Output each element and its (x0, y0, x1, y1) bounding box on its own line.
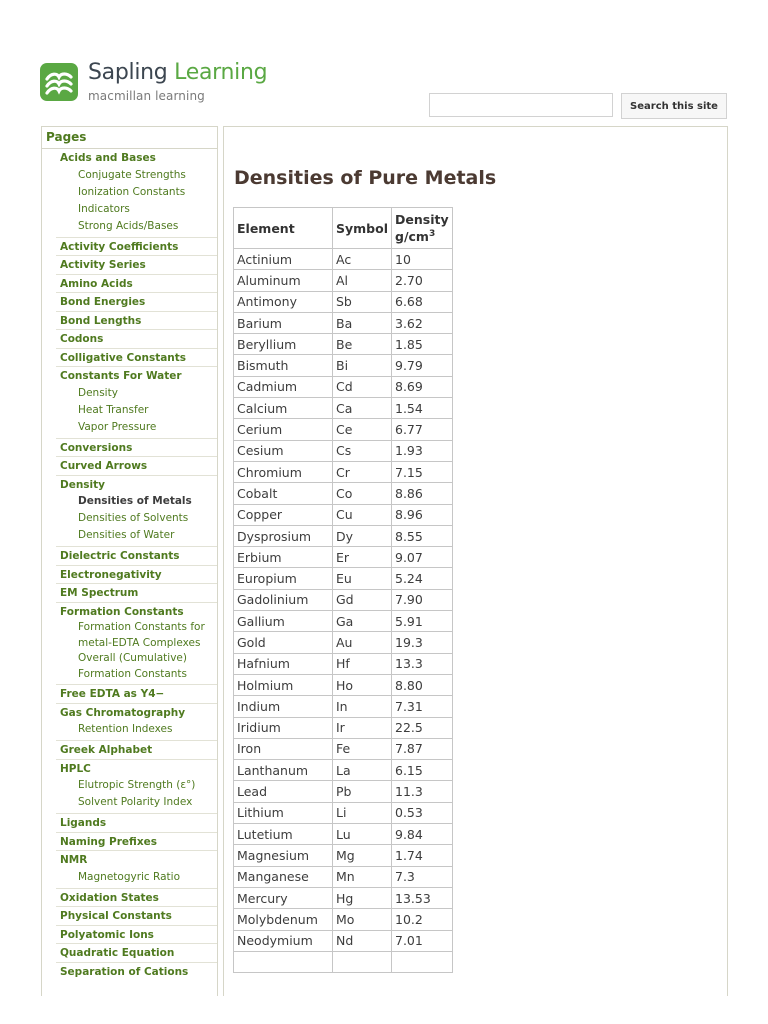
table-row (234, 824, 453, 845)
sidebar-link[interactable]: Codons (60, 333, 104, 345)
cell-density: 13.53 (392, 887, 453, 908)
cell-element: Bismuth (234, 355, 333, 376)
sidebar-item-colligative-constants (56, 349, 217, 368)
cell-symbol: La (333, 760, 392, 781)
cell-density: 10 (392, 249, 453, 270)
cell-element: Iridium (234, 717, 333, 738)
sidebar-subitem[interactable] (78, 651, 217, 682)
sidebar-link[interactable]: Electronegativity (60, 568, 162, 581)
cell-symbol: Cs (333, 440, 392, 461)
cell-density: 5.24 (392, 568, 453, 589)
cell-element: Lithium (234, 802, 333, 823)
cell-density: 7.31 (392, 696, 453, 717)
cell-symbol: Cd (333, 376, 392, 397)
column-header-density (392, 208, 453, 249)
sidebar-subitem[interactable]: Strong Acids/Bases (78, 219, 179, 232)
cell-symbol: Au (333, 632, 392, 653)
table-row (234, 483, 453, 504)
cell-element: Manganese (234, 866, 333, 887)
sidebar-subnav (60, 620, 217, 684)
sidebar-item-electronegativity (56, 566, 217, 585)
sidebar-subitem-current[interactable]: Densities of Metals (78, 495, 192, 507)
cell-element: Lutetium (234, 824, 333, 845)
sidebar-item-constants-for-water (56, 367, 217, 439)
cell-element: Europium (234, 568, 333, 589)
sidebar-link[interactable]: EM Spectrum (60, 587, 139, 599)
cell-symbol: Mo (333, 909, 392, 930)
cell-symbol: Ce (333, 419, 392, 440)
cell-element: Lead (234, 781, 333, 802)
sidebar-subitem-line: metal-EDTA Complexes (78, 636, 201, 649)
cell-symbol: Bi (333, 355, 392, 376)
sidebar-item-activity-coefficients (56, 238, 217, 257)
cell-element: Cadmium (234, 376, 333, 397)
sidebar-subitem[interactable] (78, 620, 217, 651)
cell-density: 5.91 (392, 611, 453, 632)
sidebar-link[interactable]: Bond Energies (60, 296, 146, 308)
sidebar-link[interactable]: Ligands (60, 817, 107, 829)
sidebar-item-dielectric-constants (56, 547, 217, 566)
table-row (234, 334, 453, 355)
sidebar-item-naming-prefixes (56, 833, 217, 852)
table-row (234, 525, 453, 546)
cell-density: 0.53 (392, 802, 453, 823)
density-header-unit: g/cm (395, 229, 429, 244)
cell-symbol: Ir (333, 717, 392, 738)
sidebar-subnav (60, 167, 217, 237)
cell-symbol: In (333, 696, 392, 717)
table-row (234, 611, 453, 632)
cell-element: Gallium (234, 611, 333, 632)
cell-symbol: Pb (333, 781, 392, 802)
cell-element: Calcium (234, 398, 333, 419)
sidebar-subitem[interactable]: Elutropic Strength (ε°) (78, 779, 196, 791)
cell-element: Antimony (234, 291, 333, 312)
densities-table (233, 207, 453, 973)
cell-density: 7.90 (392, 589, 453, 610)
cell-symbol: Ca (333, 398, 392, 419)
column-header-element: Element (234, 208, 333, 249)
sidebar-item-free-edta (56, 685, 217, 704)
sidebar-subitem[interactable]: Heat Transfer (78, 403, 149, 416)
table-row (234, 887, 453, 908)
sidebar-item-hplc (56, 760, 217, 815)
sidebar-subitem[interactable]: Conjugate Strengths (78, 168, 186, 181)
cell-density: 8.80 (392, 674, 453, 695)
cell-density: 19.3 (392, 632, 453, 653)
table-row (234, 355, 453, 376)
sidebar-item-separation-of-cations (56, 963, 217, 981)
cell-density: 7.15 (392, 461, 453, 482)
table-row (234, 951, 453, 972)
sidebar-item-physical-constants (56, 907, 217, 926)
sidebar-link[interactable]: Conversions (60, 441, 133, 454)
sidebar-subitem-line: Formation Constants for (78, 621, 205, 633)
cell-density: 1.85 (392, 334, 453, 355)
cell-element: Holmium (234, 674, 333, 695)
table-row (234, 376, 453, 397)
cell-element: Cerium (234, 419, 333, 440)
sidebar-subitem[interactable]: Densities of Water (78, 529, 175, 541)
sidebar-link[interactable]: Bond Lengths (60, 314, 142, 327)
sidebar-link[interactable]: HPLC (60, 762, 91, 775)
sidebar-link[interactable]: Gas Chromatography (60, 706, 186, 719)
cell-element: Indium (234, 696, 333, 717)
cell-density: 3.62 (392, 312, 453, 333)
table-row (234, 249, 453, 270)
cell-symbol: Nd (333, 930, 392, 951)
table-row (234, 291, 453, 312)
table-row (234, 930, 453, 951)
sidebar-subitem[interactable]: Densities of Solvents (78, 512, 189, 524)
cell-symbol: Ga (333, 611, 392, 632)
cell-symbol: Ba (333, 312, 392, 333)
sidebar-item-quadratic-equation (56, 944, 217, 963)
cell-density: 13.3 (392, 653, 453, 674)
cell-symbol (333, 951, 392, 972)
brand-name (88, 60, 267, 85)
cell-density: 6.77 (392, 419, 453, 440)
cell-density: 1.93 (392, 440, 453, 461)
brand-tagline: macmillan learning (88, 89, 205, 103)
cell-symbol: Lu (333, 824, 392, 845)
sidebar-subitem[interactable]: Vapor Pressure (78, 420, 157, 433)
sidebar-item-density (56, 476, 217, 548)
table-row (234, 440, 453, 461)
cell-density: 8.96 (392, 504, 453, 525)
cell-element (234, 951, 333, 972)
sidebar-link[interactable]: Amino Acids (60, 277, 133, 290)
cell-element: Neodymium (234, 930, 333, 951)
search-input[interactable] (429, 93, 613, 117)
table-row (234, 717, 453, 738)
cell-symbol: Al (333, 270, 392, 291)
cell-element: Lanthanum (234, 760, 333, 781)
table-row (234, 653, 453, 674)
table-row (234, 781, 453, 802)
cell-symbol: Be (333, 334, 392, 355)
sidebar-item-bond-energies (56, 293, 217, 312)
sidebar-link[interactable]: Dielectric Constants (60, 550, 180, 562)
cell-density (392, 951, 453, 972)
sidebar-link[interactable]: Greek Alphabet (60, 744, 153, 756)
sidebar-item-conversions (56, 439, 217, 458)
sidebar-subnav (60, 869, 217, 888)
cell-element: Cesium (234, 440, 333, 461)
site-logo[interactable] (40, 62, 280, 106)
brand-secondary: Learning (174, 60, 268, 85)
table-row (234, 312, 453, 333)
cell-density: 7.87 (392, 738, 453, 759)
sidebar-item-gas-chromatography (56, 704, 217, 742)
sidebar-link[interactable]: Activity Coefficients (60, 240, 179, 253)
cell-element: Magnesium (234, 845, 333, 866)
cell-symbol: Eu (333, 568, 392, 589)
sidebar-link[interactable]: Acids and Bases (60, 152, 156, 164)
sidebar-item-curved-arrows (56, 457, 217, 476)
cell-element: Cobalt (234, 483, 333, 504)
table-row (234, 568, 453, 589)
sidebar-link[interactable]: Formation Constants (60, 605, 184, 618)
sidebar-subnav (60, 385, 217, 438)
cell-element: Chromium (234, 461, 333, 482)
sidebar-link[interactable]: Constants For Water (60, 370, 182, 382)
cell-density: 1.54 (392, 398, 453, 419)
cell-density: 22.5 (392, 717, 453, 738)
cell-density: 11.3 (392, 781, 453, 802)
cell-density: 6.68 (392, 291, 453, 312)
sidebar-link[interactable]: Naming Prefixes (60, 835, 157, 848)
cell-density: 8.69 (392, 376, 453, 397)
cell-density: 6.15 (392, 760, 453, 781)
cell-element: Aluminum (234, 270, 333, 291)
sidebar-link[interactable]: Activity Series (60, 259, 146, 271)
sidebar-link[interactable]: Curved Arrows (60, 460, 148, 472)
cell-element: Actinium (234, 249, 333, 270)
cell-element: Barium (234, 312, 333, 333)
table-row (234, 398, 453, 419)
sidebar-title: Pages (42, 127, 217, 149)
cell-element: Gadolinium (234, 589, 333, 610)
table-row (234, 632, 453, 653)
table-row (234, 270, 453, 291)
cell-element: Mercury (234, 887, 333, 908)
cell-density: 9.79 (392, 355, 453, 376)
table-row (234, 866, 453, 887)
page-title: Densities of Pure Metals (234, 167, 497, 189)
sidebar-item-bond-lengths (56, 312, 217, 331)
sidebar-link[interactable]: NMR (60, 854, 88, 866)
sidebar-nav (42, 149, 217, 980)
sidebar-link[interactable]: Quadratic Equation (60, 947, 175, 959)
cell-density: 7.3 (392, 866, 453, 887)
table-row (234, 909, 453, 930)
table-row (234, 760, 453, 781)
sidebar-item-codons (56, 330, 217, 349)
cell-symbol: Mn (333, 866, 392, 887)
cell-symbol: Hg (333, 887, 392, 908)
sapling-leaf-icon (40, 63, 78, 101)
sidebar-item-activity-series (56, 256, 217, 275)
cell-density: 2.70 (392, 270, 453, 291)
sidebar-link[interactable]: Oxidation States (60, 891, 159, 904)
sidebar-link[interactable]: Separation of Cations (60, 965, 189, 978)
cell-symbol: Fe (333, 738, 392, 759)
sidebar-link[interactable]: Free EDTA as Y4− (60, 688, 165, 700)
cell-symbol: Dy (333, 525, 392, 546)
sidebar-item-oxidation-states (56, 889, 217, 908)
table-row (234, 802, 453, 823)
cell-density: 8.86 (392, 483, 453, 504)
sidebar-subitem-line: Formation Constants (78, 667, 188, 680)
sidebar-item-em-spectrum (56, 584, 217, 603)
sidebar-subitem[interactable]: Retention Indexes (78, 723, 173, 735)
cell-symbol: Mg (333, 845, 392, 866)
table-row (234, 674, 453, 695)
cell-symbol: Li (333, 802, 392, 823)
cell-element: Hafnium (234, 653, 333, 674)
sidebar-item-formation-constants (56, 603, 217, 686)
cell-element: Gold (234, 632, 333, 653)
sidebar-link[interactable]: Physical Constants (60, 910, 172, 922)
table-body (234, 249, 453, 973)
sidebar-link[interactable]: Polyatomic Ions (60, 928, 154, 941)
sidebar-subitem-line: Overall (Cumulative) (78, 652, 187, 664)
cell-density: 9.84 (392, 824, 453, 845)
sidebar-item-polyatomic-ions (56, 926, 217, 945)
cell-element: Dysprosium (234, 525, 333, 546)
table-row (234, 504, 453, 525)
sidebar-subitem[interactable]: Density (78, 386, 118, 399)
cell-symbol: Hf (333, 653, 392, 674)
sidebar-item-ligands (56, 814, 217, 833)
cell-element: Molybdenum (234, 909, 333, 930)
cell-symbol: Cr (333, 461, 392, 482)
search-button[interactable]: Search this site (621, 93, 727, 119)
cell-element: Erbium (234, 547, 333, 568)
table-row (234, 589, 453, 610)
cell-symbol: Gd (333, 589, 392, 610)
main-content (223, 126, 728, 996)
sidebar-link[interactable]: Density (60, 478, 106, 491)
sidebar (41, 126, 218, 996)
cell-symbol: Sb (333, 291, 392, 312)
cell-symbol: Ho (333, 674, 392, 695)
density-header-exponent: 3 (428, 228, 436, 239)
cell-symbol: Cu (333, 504, 392, 525)
cell-density: 9.07 (392, 547, 453, 568)
cell-symbol: Er (333, 547, 392, 568)
sidebar-subnav (60, 777, 217, 813)
cell-symbol: Ac (333, 249, 392, 270)
sidebar-subnav (60, 721, 217, 740)
sidebar-subnav (60, 493, 217, 546)
sidebar-subitem[interactable]: Solvent Polarity Index (78, 796, 193, 808)
sidebar-subitem[interactable]: Magnetogyric Ratio (78, 870, 180, 883)
table-row (234, 461, 453, 482)
table-header-row (234, 208, 453, 249)
table-row (234, 845, 453, 866)
sidebar-item-acids-and-bases (56, 149, 217, 238)
cell-density: 8.55 (392, 525, 453, 546)
table-row (234, 738, 453, 759)
table-row (234, 547, 453, 568)
cell-density: 7.01 (392, 930, 453, 951)
sidebar-subitem[interactable]: Indicators (78, 202, 130, 215)
density-header-label: Density (395, 212, 449, 227)
cell-symbol: Co (333, 483, 392, 504)
brand-primary: Sapling (88, 60, 168, 85)
column-header-symbol: Symbol (333, 208, 392, 249)
table-row (234, 419, 453, 440)
sidebar-item-nmr (56, 851, 217, 889)
sidebar-item-greek-alphabet (56, 741, 217, 760)
cell-element: Copper (234, 504, 333, 525)
sidebar-subitem[interactable]: Ionization Constants (78, 185, 186, 198)
cell-element: Beryllium (234, 334, 333, 355)
cell-density: 10.2 (392, 909, 453, 930)
cell-element: Iron (234, 738, 333, 759)
cell-density: 1.74 (392, 845, 453, 866)
table-row (234, 696, 453, 717)
sidebar-item-amino-acids (56, 275, 217, 294)
sidebar-link[interactable]: Colligative Constants (60, 351, 187, 364)
